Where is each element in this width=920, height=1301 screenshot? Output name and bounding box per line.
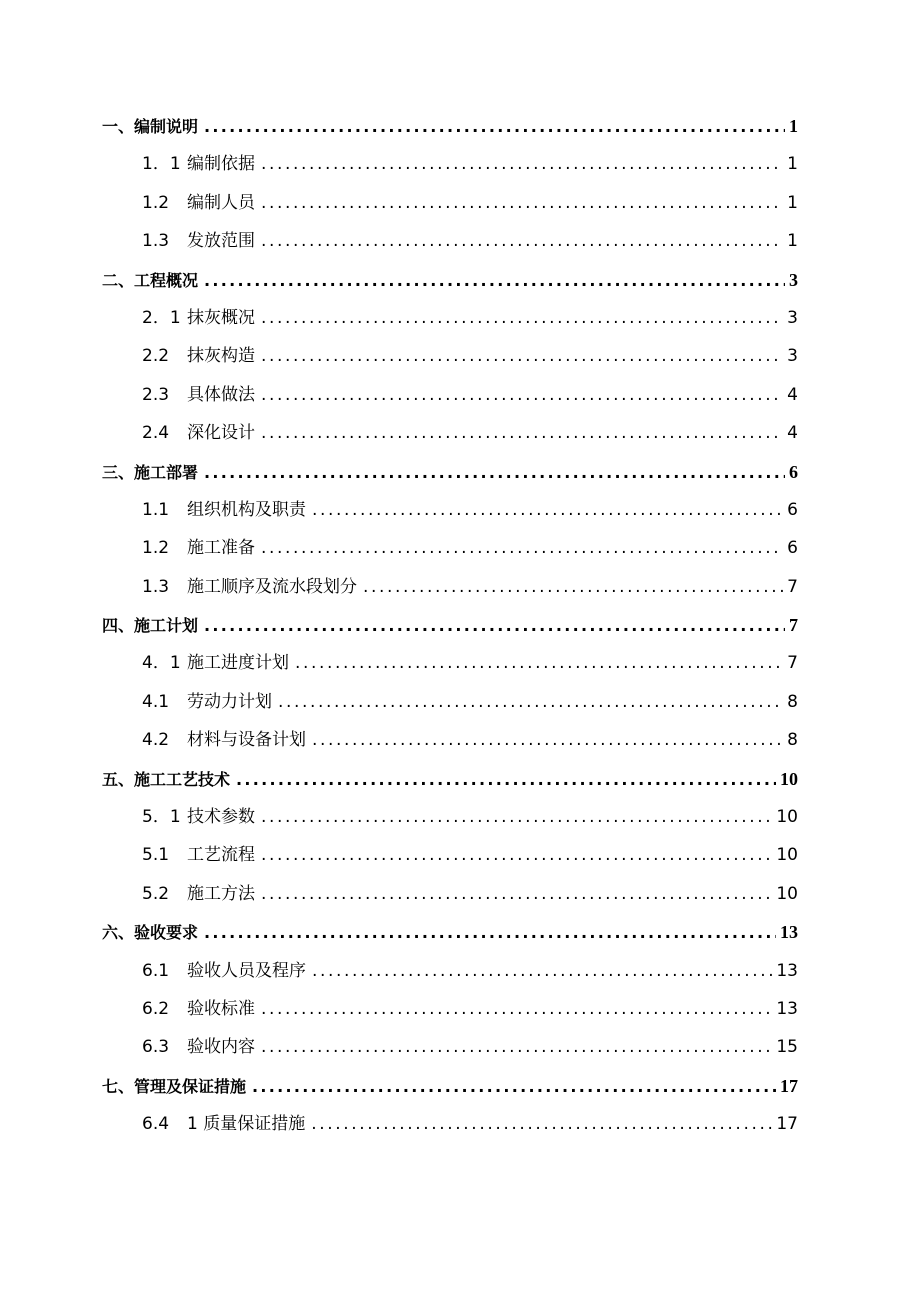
toc-section-entry[interactable]: [0, 106, 920, 144]
dot-leader: [261, 843, 772, 867]
toc-row: [142, 728, 798, 752]
toc-page-number: 15: [776, 1037, 798, 1058]
dot-leader: [261, 152, 783, 176]
toc-row: [142, 651, 798, 675]
toc-row: [102, 920, 798, 944]
toc-row: [142, 498, 798, 522]
toc-row: [102, 1074, 798, 1098]
toc-page-number: 3: [787, 346, 798, 367]
dot-leader: [261, 421, 783, 445]
toc-row: [142, 1035, 798, 1059]
toc-entry-number: 6.2: [142, 998, 170, 1019]
toc-subsection-entry[interactable]: [0, 682, 920, 720]
dot-leader: [261, 1035, 772, 1059]
toc-page-number: 1: [789, 116, 798, 136]
toc-entry-number: 2．1: [142, 307, 181, 328]
toc-row: [142, 536, 798, 560]
toc-entry-title: 验收人员及程序: [187, 960, 306, 981]
toc-entry-number: 5.1: [142, 845, 170, 866]
toc-page-number: 10: [776, 883, 798, 904]
toc-entry-title: 验收标准: [187, 998, 255, 1019]
toc-entry-number: 1.1: [142, 499, 170, 520]
toc-entry-title: 验收内容: [187, 1037, 255, 1058]
toc-entry-title: 一、编制说明: [102, 117, 199, 136]
toc-entry-number: 2.3: [142, 384, 170, 405]
toc-entry-title: 六、验收要求: [102, 923, 199, 943]
toc-page-number: 17: [776, 1114, 798, 1135]
toc-entry-title: 施工进度计划: [187, 653, 289, 674]
toc-subsection-entry[interactable]: [0, 874, 920, 912]
toc-subsection-entry[interactable]: [0, 797, 920, 835]
toc-page-number: 6: [789, 461, 798, 482]
toc-section-entry[interactable]: [0, 1066, 920, 1104]
toc-subsection-entry[interactable]: [0, 183, 920, 221]
toc-entry-title: 施工准备: [187, 538, 255, 559]
toc-entry-number: 1．1: [142, 154, 181, 175]
toc-subsection-entry[interactable]: [0, 720, 920, 758]
toc-entry-title: 三、施工部署: [102, 462, 199, 482]
toc-entry-title: 施工顺序及流水段划分: [187, 576, 357, 597]
toc-page-number: 17: [780, 1075, 798, 1096]
toc-entry-title: 抹灰概况: [187, 307, 255, 328]
toc-section-entry[interactable]: [0, 452, 920, 490]
toc-entry-title: 深化设计: [187, 423, 255, 444]
dot-leader: [252, 1075, 776, 1099]
toc-subsection-entry[interactable]: [0, 221, 920, 259]
toc-page-number: 7: [787, 653, 798, 674]
toc-page-number: 7: [787, 576, 798, 597]
toc-entry-number: 2.2: [142, 346, 170, 367]
toc-page-number: 3: [787, 307, 798, 328]
toc-row: [142, 152, 798, 176]
toc-subsection-entry[interactable]: [0, 1027, 920, 1065]
toc-entry-title: 材料与设备计划: [187, 730, 306, 751]
dot-leader: [261, 805, 772, 829]
dot-leader: [261, 383, 783, 407]
toc-subsection-entry[interactable]: [0, 144, 920, 182]
toc-entry-title: 抹灰构造: [187, 346, 255, 367]
toc-row: [142, 575, 798, 599]
dot-leader: [295, 651, 783, 675]
toc-page-number: 8: [787, 691, 798, 712]
toc-subsection-entry[interactable]: [0, 528, 920, 566]
toc-row: [142, 805, 798, 829]
toc-section-entry[interactable]: [0, 260, 920, 298]
toc-row: [142, 229, 798, 253]
dot-leader: [278, 690, 783, 714]
dot-leader: [204, 269, 785, 293]
toc-page-number: 1: [787, 154, 798, 175]
dot-leader: [261, 229, 783, 253]
toc-entry-title: 组织机构及职责: [187, 499, 306, 520]
dot-leader: [204, 461, 785, 485]
toc-entry-title: 施工方法: [187, 883, 255, 904]
toc-entry-number: 4．1: [142, 653, 181, 674]
dot-leader: [312, 728, 783, 752]
toc-page-number: 10: [780, 768, 798, 789]
toc-page-number: 6: [787, 538, 798, 559]
toc-page-number: 10: [776, 845, 798, 866]
toc-page-number: 8: [787, 730, 798, 751]
toc-page-number: 13: [780, 922, 798, 943]
dot-leader: [311, 1112, 772, 1136]
toc-row: [142, 191, 798, 215]
toc-entry-title: 编制人员: [187, 192, 255, 213]
dot-leader: [204, 115, 785, 139]
toc-page-number: 4: [787, 384, 798, 405]
toc-page-number: 13: [776, 960, 798, 981]
toc-subsection-entry[interactable]: [0, 336, 920, 374]
toc-page-number: 13: [776, 998, 798, 1019]
toc-page-number: 10: [776, 807, 798, 828]
toc-entry-number: 1.3: [142, 576, 170, 597]
toc-subsection-entry[interactable]: [0, 298, 920, 336]
dot-leader: [236, 768, 776, 792]
table-of-contents: [0, 106, 920, 1143]
toc-entry-title: 四、施工计划: [102, 616, 199, 636]
toc-row: [142, 690, 798, 714]
toc-row: [142, 959, 798, 983]
dot-leader: [261, 882, 772, 906]
toc-entry-number: 2.4: [142, 423, 170, 444]
dot-leader: [261, 191, 783, 215]
toc-row: [102, 268, 798, 292]
toc-subsection-entry[interactable]: [0, 643, 920, 681]
toc-subsection-entry[interactable]: [0, 490, 920, 528]
toc-page-number: 3: [789, 269, 798, 290]
toc-row: [142, 421, 798, 445]
toc-entry-title: 七、管理及保证措施: [102, 1076, 247, 1096]
toc-entry-title: 1 质量保证措施: [187, 1114, 306, 1135]
toc-row: [102, 613, 798, 637]
dot-leader: [204, 921, 776, 945]
toc-row: [142, 997, 798, 1021]
toc-entry-number: 5．1: [142, 807, 181, 828]
toc-entry-title: 五、施工工艺技术: [102, 769, 231, 789]
dot-leader: [261, 306, 783, 330]
toc-row: [142, 306, 798, 330]
toc-subsection-entry[interactable]: [0, 1104, 920, 1142]
dot-leader: [261, 536, 783, 560]
toc-entry-title: 二、工程概况: [102, 270, 199, 290]
toc-row: [142, 882, 798, 906]
toc-subsection-entry[interactable]: [0, 375, 920, 413]
toc-subsection-entry[interactable]: [0, 567, 920, 605]
toc-row: [142, 1112, 798, 1136]
toc-entry-title: 工艺流程: [187, 845, 255, 866]
toc-subsection-entry[interactable]: [0, 835, 920, 873]
dot-leader: [312, 959, 772, 983]
toc-row: [142, 843, 798, 867]
toc-entry-number: 6.1: [142, 960, 170, 981]
toc-entry-number: 1.2: [142, 192, 170, 213]
toc-entry-title: 劳动力计划: [187, 691, 272, 712]
toc-page-number: 1: [787, 231, 798, 252]
toc-entry-title: 发放范围: [187, 231, 255, 252]
toc-entry-title: 具体做法: [187, 384, 255, 405]
dot-leader: [261, 997, 772, 1021]
dot-leader: [261, 344, 783, 368]
toc-page-number: 7: [789, 615, 798, 636]
dot-leader: [204, 614, 785, 638]
toc-row: [142, 344, 798, 368]
toc-entry-number: 6.3: [142, 1037, 170, 1058]
toc-section-entry[interactable]: [0, 759, 920, 797]
toc-entry-number: 5.2: [142, 883, 170, 904]
toc-section-entry[interactable]: [0, 912, 920, 950]
toc-page-number: 1: [787, 192, 798, 213]
toc-page-number: 4: [787, 423, 798, 444]
toc-entry-number: 1.3: [142, 231, 170, 252]
toc-page-number: 6: [787, 499, 798, 520]
toc-entry-title: 技术参数: [187, 807, 255, 828]
toc-row: [102, 114, 798, 138]
toc-row: [102, 460, 798, 484]
toc-entry-title: 编制依据: [187, 154, 255, 175]
toc-row: [142, 383, 798, 407]
dot-leader: [363, 575, 783, 599]
toc-subsection-entry[interactable]: [0, 951, 920, 989]
toc-section-entry[interactable]: [0, 605, 920, 643]
toc-subsection-entry[interactable]: [0, 413, 920, 451]
toc-entry-number: 1.2: [142, 538, 170, 559]
toc-subsection-entry[interactable]: [0, 989, 920, 1027]
toc-row: [102, 767, 798, 791]
dot-leader: [312, 498, 783, 522]
toc-entry-number: 4.2: [142, 730, 170, 751]
toc-entry-number: 4.1: [142, 691, 170, 712]
toc-entry-number: 6.4: [142, 1114, 170, 1135]
